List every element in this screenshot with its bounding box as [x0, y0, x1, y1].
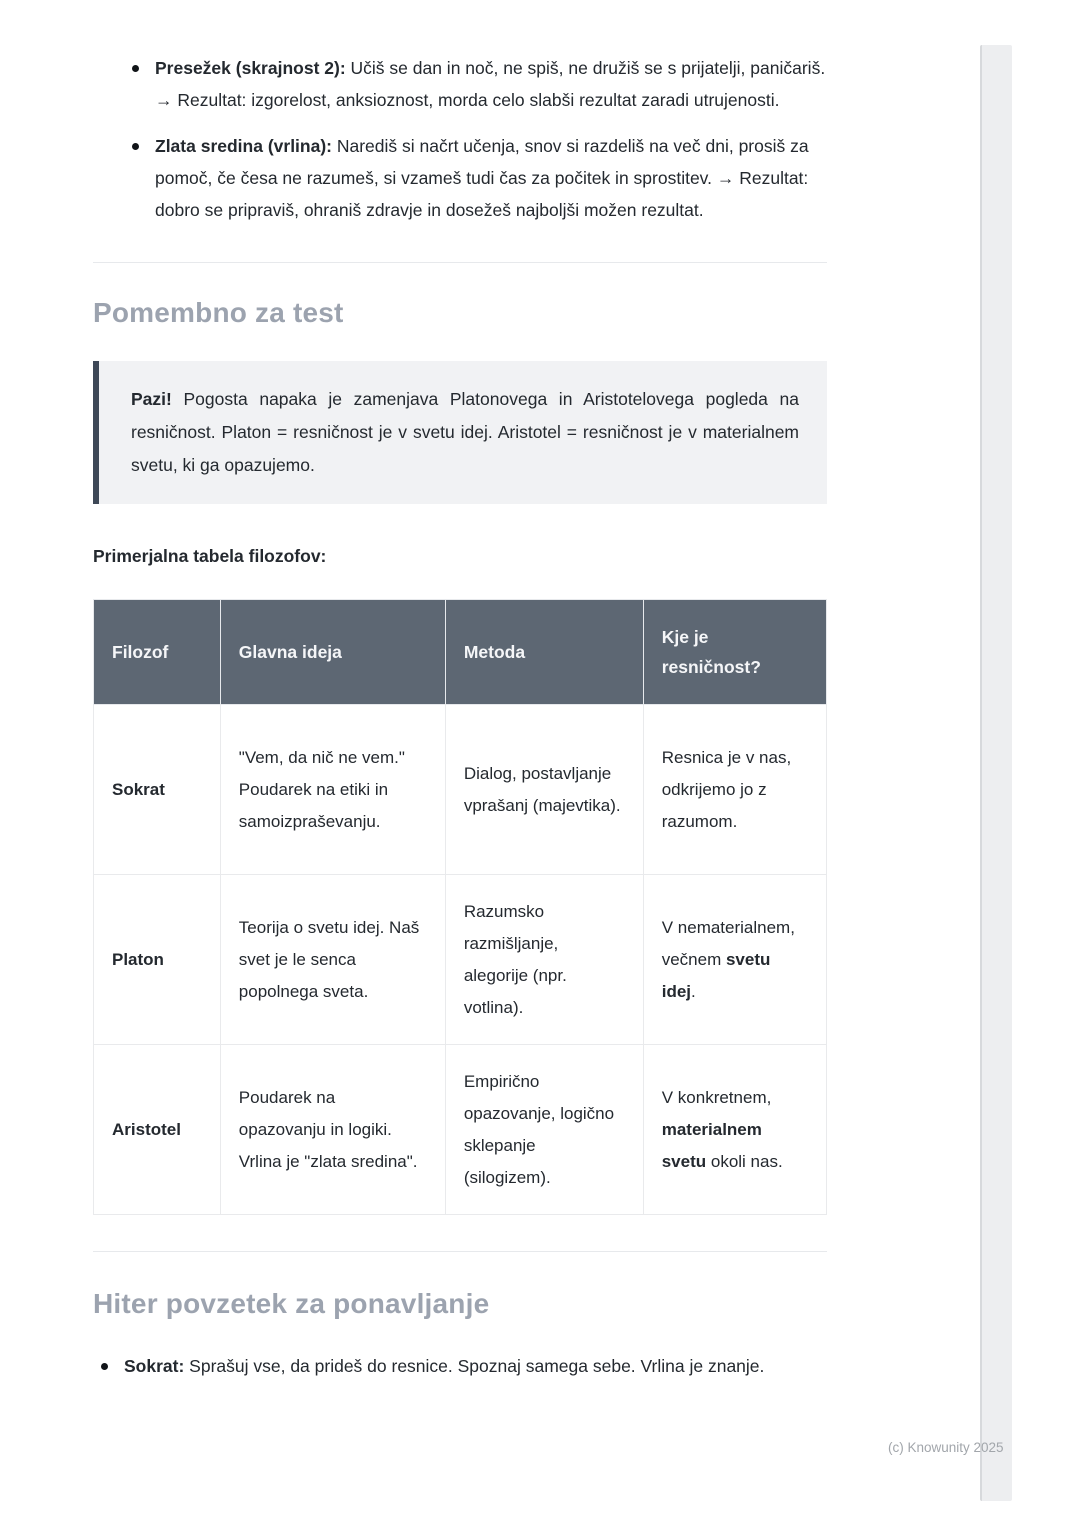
table-caption: Primerjalna tabela filozofov: [93, 546, 327, 566]
scrollbar[interactable] [980, 45, 1012, 1501]
list-item [155, 130, 827, 226]
bullet-text: Narediš si načrt učenja, snov si razdeliš na več dni, prosiš za pomoč, če česa ne razumeš, si vzameš tudi čas za počitek in sprostitev. → Rezultat: dobro se pripraviš, ohraniš zdravje in dosežeš najboljši možen rezultat. [155, 136, 809, 220]
truth-text: V konkretnem, [661, 1087, 772, 1107]
bullet-lead: Presežek (skrajnost 2): [155, 58, 346, 78]
table-header-kje-je-resnicnost: Kje je resničnost? [643, 600, 826, 705]
section-divider [93, 1251, 827, 1252]
truth-text: . [691, 981, 696, 1001]
table-header-row [94, 600, 827, 705]
document-content [93, 0, 827, 1396]
idea-cell: Poudarek na opazovanju in logiki. Vrlina je "zlata sredina". [220, 1045, 445, 1215]
truth-text: V nematerialnem, večnem [661, 917, 795, 969]
warning-callout [93, 361, 827, 504]
list-item [155, 52, 827, 116]
truth-cell [643, 705, 826, 875]
philosopher-cell: Aristotel [94, 1045, 221, 1215]
bullet-text: Sprašuj vse, da prideš do resnice. Spoznaj samega sebe. Vrlina je znanje. [184, 1356, 765, 1376]
truth-bold: materialnem svetu [661, 1119, 762, 1171]
bullet-lead: Zlata sredina (vrlina): [155, 136, 332, 156]
truth-text: Resnica je v nas, odkrijemo jo z razumom. [661, 747, 792, 831]
section-heading-pomembno-za-test: Pomembno za test [93, 297, 344, 328]
truth-text: okoli nas. [706, 1151, 783, 1171]
table-header-glavna-ideja: Glavna ideja [220, 600, 445, 705]
section-heading-hiter-povzetek: Hiter povzetek za ponavljanje [93, 1288, 490, 1319]
summary-bullet-list [93, 1350, 827, 1382]
idea-cell: Teorija o svetu idej. Naš svet je le senca popolnega sveta. [220, 875, 445, 1045]
philosophers-comparison-table [93, 599, 827, 1215]
knowunity-watermark: (c) Knowunity 2025 [888, 1440, 1004, 1455]
bullet-text: Učiš se dan in noč, ne spiš, ne družiš se s prijatelji, paničariš. → Rezultat: izgorelost, anksioznost, morda celo slabši rezultat zaradi utrujenosti. [155, 58, 826, 110]
table-header-filozof: Filozof [94, 600, 221, 705]
truth-bold: svetu idej [661, 949, 771, 1001]
section-divider [93, 262, 827, 263]
table-header-metoda: Metoda [445, 600, 643, 705]
callout-lead: Pazi! [131, 389, 172, 409]
method-cell: Razumsko razmišljanje, alegorije (npr. votlina). [445, 875, 643, 1045]
table-row [94, 705, 827, 875]
method-cell: Dialog, postavljanje vprašanj (majevtika). [445, 705, 643, 875]
callout-text: Pogosta napaka je zamenjava Platonovega in Aristotelovega pogleda na resničnost. Platon = resničnost je v svetu idej. Aristotel = resničnost je v materialnem svetu, ki ga opazujemo. [131, 389, 799, 475]
table-row [94, 1045, 827, 1215]
philosopher-cell: Sokrat [94, 705, 221, 875]
truth-cell [643, 1045, 826, 1215]
table-row [94, 875, 827, 1045]
truth-cell [643, 875, 826, 1045]
idea-cell: "Vem, da nič ne vem." Poudarek na etiki in samoizpraševanju. [220, 705, 445, 875]
list-item [124, 1350, 827, 1382]
golden-mean-bullet-list [93, 52, 827, 226]
method-cell: Empirično opazovanje, logično sklepanje (silogizem). [445, 1045, 643, 1215]
philosopher-cell: Platon [94, 875, 221, 1045]
bullet-lead: Sokrat: [124, 1356, 185, 1376]
